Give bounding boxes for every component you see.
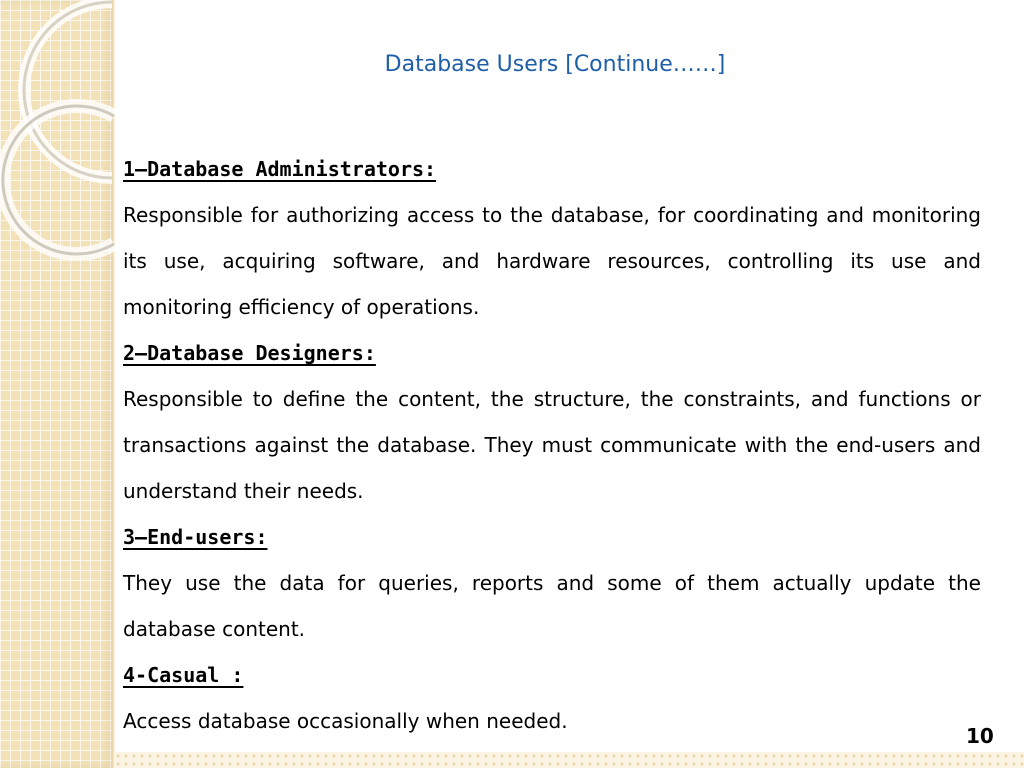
- section-text-designers: Responsible to define the content, the structure, the constraints, and functions or transactions against the database. They must communicate with the end-users and understand their needs.: [123, 387, 981, 503]
- section-heading-end-users: 3–End-users:: [123, 525, 268, 549]
- decorative-bottom-strip: [114, 752, 1024, 768]
- slide-content: [123, 146, 981, 744]
- section-heading-casual: 4-Casual :: [123, 663, 244, 687]
- page-number: 10: [966, 724, 994, 748]
- section-heading-administrators: 1–Database Administrators:: [123, 157, 437, 181]
- section-text-casual: Access database occasionally when needed.: [123, 709, 568, 733]
- section-text-administrators: Responsible for authorizing access to the database, for coordinating and monitoring its use, acquiring software, and hardware resources, controlling its use and monitoring efficiency of operations.: [123, 203, 981, 319]
- section-text-end-users: They use the data for queries, reports and some of them actually update the database content.: [123, 571, 981, 641]
- section-heading-designers: 2–Database Designers:: [123, 341, 376, 365]
- slide-title: Database Users [Continue……]: [384, 52, 726, 77]
